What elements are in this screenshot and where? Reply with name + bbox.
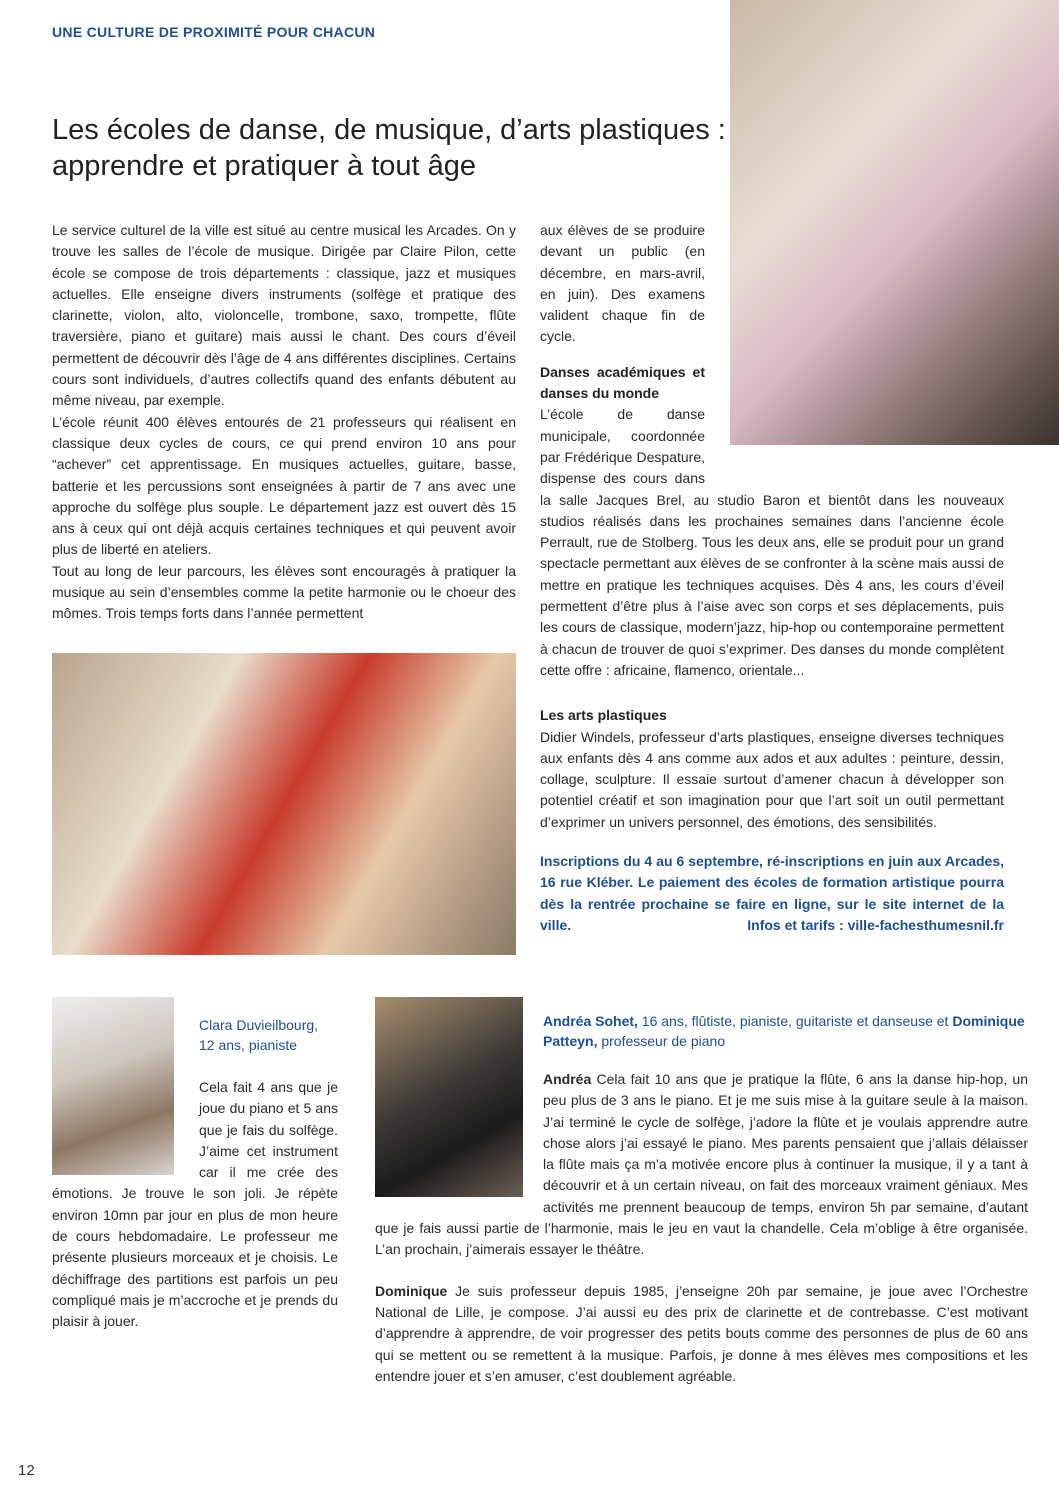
paragraph: Le service culturel de la ville est situé au centre musical les Arcades. On y trouve les salles de l’école de musique. Dirigée par Claire Pilon, cette école se compose de trois départements : classique, jazz et musiques actuelles. Elle enseigne divers instruments (solfège et pratique des clarinette, violon, alto, violoncelle, trombone, saxo, trompette, flûte traversière, piano et guitare) mais aussi le chant. Des cours d’éveil permettent de découvrir dès l’âge de 4 ans différentes disciplines. Certains cours sont individuels, d’autres collectifs quand des enfants débutent au même niveau, par exemple. xyxy=(52,222,516,409)
paragraph: aux élèves de se produire devant un public (en décembre, en mars-avril, en juin). Des examens valident chaque fin de cycle. xyxy=(540,222,705,345)
andrea-dominique-interview xyxy=(375,997,1028,1387)
paragraph: L’école réunit 400 élèves entourés de 21 professeurs qui réalisent en classique deux cycles de cours, ce qui prend environ 10 ans pour “achever” cet apprentissage. En musiques actuelles, guitare, basse, batterie et les percussions sont enseignées à partir de 7 ans avec une approche du solfège plus souple. Le département jazz est ouvert dès 15 ans à ceux qui ont déjà acquis certaines techniques et qui peuvent avoir plus de liberté en ateliers. xyxy=(52,413,516,558)
speaker-label: Dominique xyxy=(375,1282,448,1299)
dominique-answer xyxy=(375,1281,1028,1387)
article-title: Les écoles de danse, de musique, d’arts plastiques : apprendre et pratiquer à tout âge xyxy=(52,114,726,182)
speaker-label: Andréa xyxy=(543,1071,592,1087)
right-column xyxy=(540,220,1004,936)
clara-name: Clara Duvieilbourg, xyxy=(199,1017,319,1033)
answer-text: Je suis professeur depuis 1985, j’enseigne 20h par semaine, je joue avec l’Orchestre National de Lille, je compose. J’ai aussi eu des prix de clarinette et de contrebasse. C’est motivant d’apprendre à apprendre, de voir progresser des petits bouts comme des personnes de plus de 60 ans qui se mettent ou se remettent à la musique. Parfois, je donne à mes élèves mes compositions et les entendre jouer et s’en amuser, c’est doublement agréable. xyxy=(375,1282,1028,1384)
section-kicker: UNE CULTURE DE PROXIMITÉ POUR CHACUN xyxy=(52,24,376,40)
paragraph: L’école de danse municipale, coordonnée par Frédérique Despature, dispense des cours dans la salle Jacques Brel, au studio Baron et bientôt dans les nouveaux studios réalisés dans les prochaines semaines dans l’ancienne école Perrault, rue de Stolberg. Tous les deux ans, elle se produit pour un grand spectacle permettant aux élèves de se confronter à la scène mais aussi de mettre en pratique les techniques acquises. Dès 4 ans, les cours d’éveil permettent d’être plus à l’aise avec son corps et ses déplacements, puis les cours de classique, modern’jazz, hip-hop ou contemporaine permettent à chacun de trouver de quoi s’exprimer. Des danses du monde complètent cette offre : africaine, flamenco, orientale... xyxy=(540,406,1004,678)
clara-desc: 12 ans, pianiste xyxy=(199,1037,298,1053)
registration-note xyxy=(540,851,1004,936)
paragraph: Tout au long de leur parcours, les élèves sont encouragés à pratiquer la musique au sein d’ensembles comme la petite harmonie ou le choeur des mômes. Trois temps forts dans l’année permettent xyxy=(52,562,516,622)
andrea-desc: 16 ans, flûtiste, pianiste, guitariste et danseuse et xyxy=(637,1013,953,1029)
danse-heading: Danses académiques et danses du monde xyxy=(540,363,705,402)
clara-interview xyxy=(52,997,338,1333)
arts-heading: Les arts plastiques xyxy=(540,707,667,724)
infos-link[interactable]: Infos et tarifs : ville-fachesthumesnil.fr xyxy=(747,916,1004,933)
photo-clara xyxy=(52,997,174,1175)
answer-text: Cela fait 10 ans que je pratique la flûte, 6 ans la danse hip-hop, un peu plus de 3 ans le piano. Et je me suis mise à la guitare seule à la maison. J’ai terminé le cycle de solfège, j’adore la flûte et je voulais apprendre autre chose alors j’ai essayé le piano. Mes parents pensaient que j’allais délaisser la flûte mais ça m’a motivée encore plus à continuer la musique, il y a tant à découvrir et à un certain niveau, on fait des morceaux vraiment géniaux. Mes activités me prennent beaucoup de temps, environ 5h par semaine, d’autant que je fais aussi partie de l’harmonie, mais le jeu en vaut la chandelle. Cela m’oblige à être organisée. L’an prochain, j’aimerais essayer le théâtre. xyxy=(375,1071,1028,1258)
paragraph: Didier Windels, professeur d’arts plastiques, enseigne diverses techniques aux enfants dès 4 ans comme aux ados et aux adultes : peinture, dessin, collage, sculpture. Il essaie surtout d’amener chacun à développer son potentiel créatif et son imagination pour que l’art soit un outil permettant d’exprimer un univers personnel, des émotions, des sensibilités. xyxy=(540,728,1004,830)
left-column xyxy=(52,220,516,625)
clara-text: Cela fait 4 ans que je joue du piano et 5 ans que je fais du solfège. J’aime cet instrument car il me crée des émotions. Je trouve le son joli. Je répète environ 10mn par jour en plus de mon heure de cours hebdomadaire. Le professeur me présente plusieurs morceaux et je choisis. Le déchiffrage des partitions est parfois un peu compliqué mais je m’accroche et je prends du plaisir à jouer. xyxy=(52,1079,338,1330)
page-number: 12 xyxy=(18,1462,35,1479)
dominique-desc: professeur de piano xyxy=(597,1033,726,1049)
note-text: Inscriptions du 4 au 6 septembre, ré-inscriptions en juin aux Arcades, 16 rue Kléber. Le paiement des écoles de formation artistique pourra dès la rentrée prochaine se faire en ligne, sur le site internet de la ville. xyxy=(540,853,1004,933)
dominique-name: Dominique Patteyn, xyxy=(543,1013,1025,1049)
photo-piano-lesson xyxy=(375,997,523,1197)
photo-art-class xyxy=(52,653,516,955)
andrea-name: Andréa Sohet, xyxy=(543,1013,638,1029)
